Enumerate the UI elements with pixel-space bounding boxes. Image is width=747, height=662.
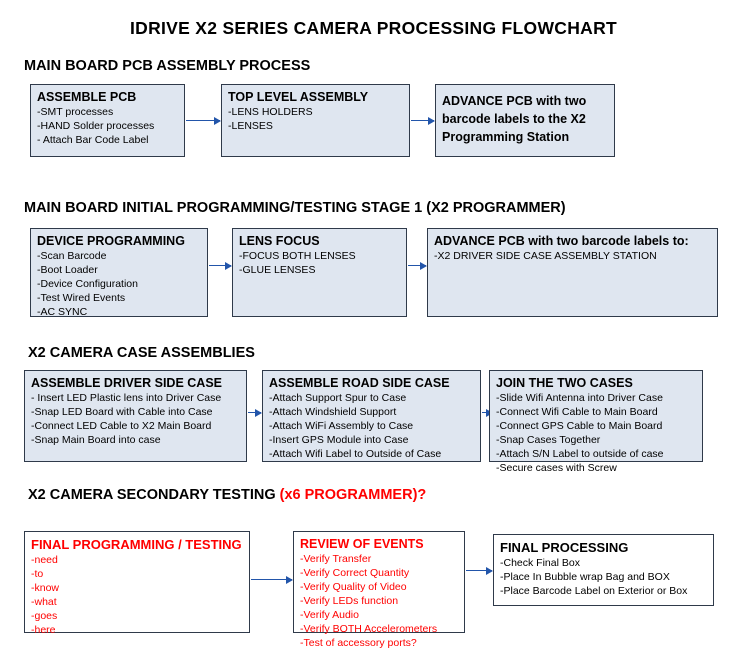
section-title-secondary-testing bbox=[28, 487, 426, 503]
box-assemble-road-side-case bbox=[262, 370, 481, 462]
box-line: -Connect Wifi Cable to Main Board bbox=[496, 406, 658, 419]
box-line: -X2 DRIVER SIDE CASE ASSEMBLY STATION bbox=[434, 250, 657, 263]
box-line: -Place In Bubble wrap Bag and BOX bbox=[500, 570, 670, 583]
box-line: -Connect LED Cable to X2 Main Board bbox=[31, 420, 212, 433]
box-advance-pcb-driver bbox=[427, 228, 718, 317]
box-line: -Scan Barcode bbox=[37, 250, 107, 263]
arrow-review-to-final-processing bbox=[466, 570, 492, 571]
box-final-processing-header: FINAL PROCESSING bbox=[500, 540, 629, 555]
box-assemble-driver-side-case-header: ASSEMBLE DRIVER SIDE CASE bbox=[31, 376, 223, 390]
box-final-processing bbox=[493, 534, 714, 606]
box-line: -Test of accessory ports? bbox=[300, 636, 417, 649]
section-title-initial-programming: MAIN BOARD INITIAL PROGRAMMING/TESTING STAGE 1 (X2 PROGRAMMER) bbox=[24, 200, 566, 216]
box-advance-pcb-driver-header: ADVANCE PCB with two barcode labels to: bbox=[434, 234, 689, 248]
box-line: -Place Barcode Label on Exterior or Box bbox=[500, 584, 688, 597]
section-title-secondary-testing-text: X2 CAMERA SECONDARY TESTING bbox=[28, 487, 280, 503]
box-advance-pcb-station-header: ADVANCE PCB with two barcode labels to the X2 Programming Station bbox=[442, 94, 587, 145]
box-line: -Verify BOTH Accelerometers bbox=[300, 623, 438, 636]
box-join-the-two-cases bbox=[489, 370, 703, 475]
box-line: -Test Wired Events bbox=[37, 292, 126, 305]
box-lens-focus-header: LENS FOCUS bbox=[239, 234, 320, 248]
box-line: -Slide Wifi Antenna into Driver Case bbox=[496, 392, 663, 405]
arrow-final-programming-to-review bbox=[251, 579, 292, 580]
section-title-secondary-testing-note: (x6 PROGRAMMER)? bbox=[279, 487, 427, 503]
box-line: -goes bbox=[31, 609, 58, 622]
box-assemble-driver-side-case bbox=[24, 370, 247, 462]
box-line: -Snap Main Board into case bbox=[31, 434, 161, 447]
arrow-device-to-lens-focus bbox=[209, 265, 231, 266]
box-line: -Attach Support Spur to Case bbox=[269, 392, 407, 405]
box-line: -SMT processes bbox=[37, 106, 114, 119]
box-line: -FOCUS BOTH LENSES bbox=[239, 250, 356, 263]
box-assemble-road-side-case-header: ASSEMBLE ROAD SIDE CASE bbox=[269, 376, 450, 390]
arrow-top-level-to-advance bbox=[411, 120, 434, 121]
arrow-pcb-to-top-level bbox=[186, 120, 220, 121]
box-line: -Verify Quality of Video bbox=[300, 581, 407, 594]
box-line: -Verify Correct Quantity bbox=[300, 567, 410, 580]
box-line: -LENS HOLDERS bbox=[228, 106, 313, 119]
box-final-programming-testing bbox=[24, 531, 250, 636]
box-line: -Insert GPS Module into Case bbox=[269, 434, 409, 447]
box-line: -what bbox=[31, 595, 57, 608]
box-lens-focus bbox=[232, 228, 407, 317]
box-line: -LENSES bbox=[228, 120, 273, 133]
section-title-pcb-assembly: MAIN BOARD PCB ASSEMBLY PROCESS bbox=[24, 58, 311, 74]
box-line: -Verify Transfer bbox=[300, 553, 372, 566]
box-line: -Verify LEDs function bbox=[300, 595, 399, 608]
box-top-level-assembly bbox=[221, 84, 410, 157]
box-line: -here bbox=[31, 623, 56, 636]
box-review-of-events bbox=[293, 531, 465, 649]
box-line: -Attach Windshield Support bbox=[269, 406, 397, 419]
box-line: -GLUE LENSES bbox=[239, 264, 316, 277]
arrow-driver-case-to-road-case bbox=[248, 412, 261, 413]
page-title: IDRIVE X2 SERIES CAMERA PROCESSING FLOWCHART bbox=[129, 18, 618, 38]
arrow-lens-focus-to-advance bbox=[408, 265, 426, 266]
box-line: -Attach WiFi Assembly to Case bbox=[269, 420, 414, 433]
section-title-case-assemblies: X2 CAMERA CASE ASSEMBLIES bbox=[28, 345, 255, 361]
box-device-programming-header: DEVICE PROGRAMMING bbox=[37, 234, 185, 248]
box-assemble-pcb bbox=[30, 84, 185, 157]
box-line: -Snap LED Board with Cable into Case bbox=[31, 406, 213, 419]
box-line: -Attach Wifi Label to Outside of Case bbox=[269, 448, 442, 461]
box-advance-pcb-station bbox=[435, 84, 615, 157]
box-line: - Insert LED Plastic lens into Driver Case bbox=[31, 392, 222, 405]
box-line: -Snap Cases Together bbox=[496, 434, 601, 447]
box-line: -Boot Loader bbox=[37, 264, 98, 277]
box-line: -to bbox=[31, 567, 44, 580]
box-line: -Secure cases with Screw bbox=[496, 462, 617, 475]
box-line: -Device Configuration bbox=[37, 278, 138, 291]
box-join-the-two-cases-header: JOIN THE TWO CASES bbox=[496, 376, 633, 390]
box-line: -Check Final Box bbox=[500, 556, 580, 569]
box-review-of-events-header: REVIEW OF EVENTS bbox=[300, 537, 424, 551]
box-top-level-assembly-header: TOP LEVEL ASSEMBLY bbox=[228, 90, 369, 104]
box-line: -HAND Solder processes bbox=[37, 120, 155, 133]
box-line: -Connect GPS Cable to Main Board bbox=[496, 420, 663, 433]
box-line: - Attach Bar Code Label bbox=[37, 134, 149, 147]
box-final-programming-testing-header: FINAL PROGRAMMING / TESTING bbox=[31, 537, 242, 552]
box-line: -Verify Audio bbox=[300, 609, 359, 622]
box-device-programming bbox=[30, 228, 208, 317]
box-line: -need bbox=[31, 553, 58, 566]
box-line: -Attach S/N Label to outside of case bbox=[496, 448, 664, 461]
box-line: -AC SYNC bbox=[37, 306, 88, 319]
box-line: -know bbox=[31, 581, 60, 594]
box-assemble-pcb-header: ASSEMBLE PCB bbox=[37, 90, 137, 104]
